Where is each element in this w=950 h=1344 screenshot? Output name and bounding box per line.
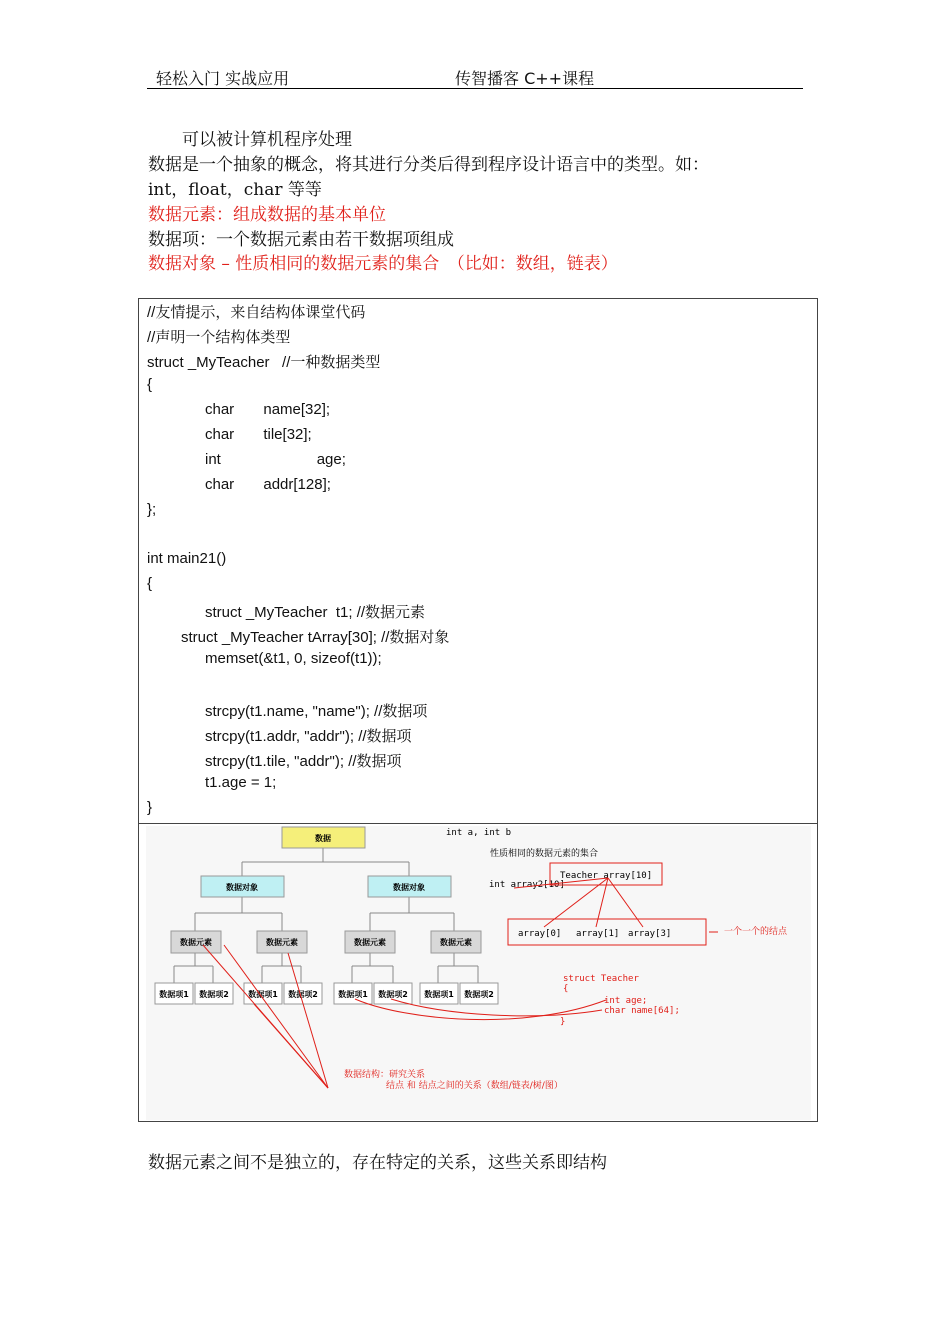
- code-line: //友情提示，来自结构体课堂代码: [147, 304, 366, 321]
- paragraph-data-object: 数据对象 – 性质相同的数据元素的集合 （比如：数组，链表）: [148, 254, 618, 274]
- item-label: 数据项1: [338, 990, 368, 999]
- element-label: 数据元素: [440, 938, 472, 947]
- paragraph-2: 数据是一个抽象的概念，将其进行分类后得到程序设计语言中的类型。如：: [148, 155, 709, 175]
- code-line: char addr[128];: [205, 476, 331, 493]
- item-label: 数据项1: [424, 990, 454, 999]
- svg-text:}: }: [560, 1017, 566, 1027]
- code-line: {: [147, 376, 153, 393]
- item-label: 数据项1: [159, 990, 189, 999]
- array-1-text: array[1]: [576, 929, 620, 939]
- header-left: 轻松入门 实战应用: [156, 69, 290, 88]
- element-label: 数据元素: [354, 938, 386, 947]
- element-label: 数据元素: [180, 938, 212, 947]
- code-line: struct _MyTeacher //一种数据类型: [147, 354, 381, 371]
- header-right: 传智播客 C++课程: [455, 69, 595, 88]
- code-line: strcpy(t1.tile, "addr"); //数据项: [205, 753, 402, 770]
- ds-caption-1: 数据结构：研究关系: [344, 1070, 426, 1080]
- code-line: char name[32];: [205, 401, 331, 418]
- item-label: 数据项1: [248, 990, 278, 999]
- nodes-label: 一个一个的结点: [724, 927, 788, 937]
- table-row-divider: [139, 823, 817, 824]
- code-line: {: [147, 575, 153, 592]
- object-label: 数据对象: [226, 883, 258, 892]
- svg-text:{: {: [563, 984, 569, 994]
- diagram-svg: [146, 826, 811, 1120]
- int-array2-text: int array2[10]: [489, 880, 565, 890]
- array-0-text: array[0]: [518, 929, 562, 939]
- svg-text:int age;: int age;: [604, 996, 648, 1006]
- code-line: char tile[32];: [205, 426, 312, 443]
- item-label: 数据项2: [288, 990, 318, 999]
- code-line: struct _MyTeacher t1; //数据元素: [205, 604, 426, 621]
- code-line: struct _MyTeacher tArray[30]; //数据对象: [181, 629, 450, 646]
- code-table: [138, 298, 818, 1122]
- object-label: 数据对象: [393, 883, 425, 892]
- svg-text:struct Teacher: struct Teacher: [563, 974, 639, 984]
- code-line: }: [147, 799, 153, 816]
- paragraph-data-element: 数据元素：组成数据的基本单位: [148, 205, 386, 225]
- tree-connectors: [174, 848, 478, 983]
- code-line: strcpy(t1.name, "name"); //数据项: [205, 703, 428, 720]
- data-structure-figure: [146, 826, 811, 1120]
- item-label: 数据项2: [378, 990, 408, 999]
- paragraph-3: int，float，char 等等: [148, 180, 322, 200]
- paragraph-data-item: 数据项：一个数据元素由若干数据项组成: [148, 230, 454, 250]
- root-label: 数据: [315, 834, 331, 843]
- item-label: 数据项2: [464, 990, 494, 999]
- struct-teacher-text: [560, 974, 680, 1027]
- ds-caption-2: 结点 和 结点之间的关系（数组/链表/树/图）: [386, 1081, 563, 1091]
- code-line: int main21(): [147, 550, 227, 567]
- code-line: int age;: [205, 451, 346, 468]
- code-line: };: [147, 501, 157, 518]
- code-line: strcpy(t1.addr, "addr"); //数据项: [205, 728, 412, 745]
- paragraph-1: 可以被计算机程序处理: [182, 130, 352, 150]
- svg-text:char name[64];: char name[64];: [604, 1006, 680, 1016]
- code-line: //声明一个结构体类型: [147, 329, 291, 346]
- int-ab-text: int a, int b: [446, 828, 512, 838]
- header-rule: [147, 88, 803, 89]
- teacher-array-text: Teacher array[10]: [560, 871, 653, 881]
- same-nature-text: 性质相同的数据元素的集合: [490, 849, 599, 859]
- array-3-text: array[3]: [628, 929, 672, 939]
- paragraph-structure: 数据元素之间不是独立的，存在特定的关系，这些关系即结构: [148, 1153, 607, 1173]
- item-label: 数据项2: [199, 990, 229, 999]
- element-label: 数据元素: [266, 938, 298, 947]
- code-line: memset(&t1, 0, sizeof(t1));: [205, 650, 382, 667]
- code-line: t1.age = 1;: [205, 774, 277, 791]
